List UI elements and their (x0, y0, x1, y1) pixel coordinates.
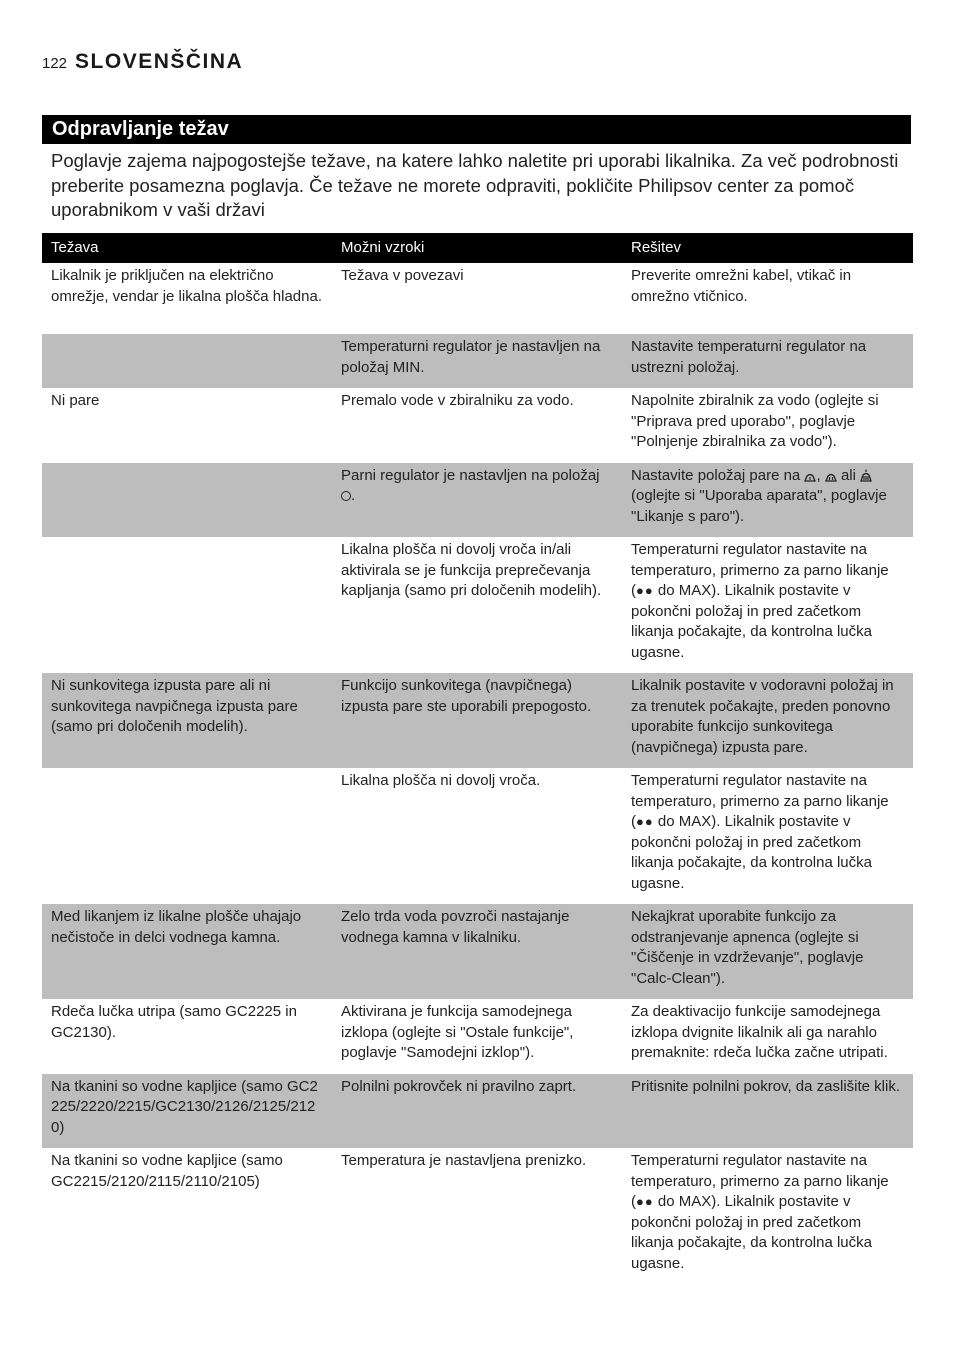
steam-medium-icon (825, 471, 837, 482)
table-row (42, 999, 913, 1074)
header-cause: Možni vzroki (332, 233, 622, 263)
problem-cell: Ni pare (51, 392, 100, 409)
table-row (42, 904, 913, 999)
table-row (42, 1074, 913, 1149)
steam-max-icon (860, 469, 872, 482)
table-row (42, 388, 913, 463)
solution-text: do MAX). Likalnik postavite v pokončni položaj in pred začetkom likanja počakajte, da kontrolna lučka ugasne. (631, 813, 872, 892)
solution-cell (622, 1148, 913, 1284)
section-title: Odpravljanje težav (42, 115, 911, 144)
solution-sep: ali (840, 466, 856, 484)
problem-cell: Na tkanini so vodne kapljice (samo GC2225/2220/2215/GC2130/2126/2125/2120) (42, 1074, 332, 1149)
table-row (42, 537, 913, 673)
cause-cell: Polnilni pokrovček ni pravilno zaprt. (332, 1074, 622, 1149)
solution-cell: Napolnite zbiralnik za vodo (oglejte si "Priprava pred uporabo", poglavje "Polnjenje zbiralnika za vodo"). (631, 392, 879, 450)
problem-cell: Ni sunkovitega izpusta pare ali ni sunkovitega navpičnega izpusta pare (samo pri določenih modelih). (42, 673, 332, 768)
solution-cell (622, 537, 913, 673)
table-row (42, 1148, 913, 1284)
page-number: 122 (42, 55, 68, 72)
cause-cell: Funkcijo sunkovitega (navpičnega) izpusta pare ste uporabili prepogosto. (332, 673, 622, 768)
steam-off-icon (341, 491, 351, 501)
solution-cell: Likalnik postavite v vodoravni položaj in za trenutek počakajte, preden ponovno uporabite funkcijo sunkovitega (navpičnega) izpusta pare. (622, 673, 913, 768)
cause-text-end: . (351, 487, 356, 504)
page-header (42, 50, 243, 74)
solution-text: do MAX). Likalnik postavite v pokončni položaj in pred začetkom likanja počakajte, da kontrolna lučka ugasne. (631, 1193, 872, 1272)
problem-cell (42, 463, 332, 538)
problem-cell: Likalnik je priključen na električno omrežje, vendar je likalna plošča hladna. (51, 267, 322, 305)
solution-cell: Preverite omrežni kabel, vtikač in omrežno vtičnico. (631, 267, 852, 305)
language-title: SLOVENŠČINA (75, 50, 244, 73)
solution-cell: Nastavite temperaturni regulator na ustrezni položaj. (622, 334, 913, 388)
problem-cell: Rdeča lučka utripa (samo GC2225 in GC2130). (51, 1003, 297, 1041)
table-row (42, 463, 913, 538)
header-solution: Rešitev (622, 233, 913, 263)
troubleshooting-table (42, 233, 913, 1284)
problem-cell (42, 768, 332, 904)
cause-cell: Temperatura je nastavljena prenizko. (341, 1152, 587, 1169)
temperature-dots-icon: ●● (636, 814, 654, 829)
table-header-row (42, 233, 913, 263)
solution-text: Temperaturni regulator nastavite na temperaturo, primerno za parno likanje ( (631, 772, 889, 830)
cause-cell: Premalo vode v zbiralniku za vodo. (341, 392, 574, 409)
intro-paragraph: Poglavje zajema najpogostejše težave, na katere lahko naletite pri uporabi likalnika. Za več podrobnosti preberite posamezna poglavja. Če težave ne morete odpraviti, pokličite Philipsov center za pomoč uporabnikom v vaši državi (51, 150, 899, 220)
problem-cell (42, 537, 332, 673)
problem-cell: Med likanjem iz likalne plošče uhajajo nečistoče in delci vodnega kamna. (42, 904, 332, 999)
solution-text: Nastavite položaj pare na (631, 466, 801, 484)
temperature-dots-icon: ●● (636, 583, 654, 598)
cause-cell: Zelo trda voda povzroči nastajanje vodnega kamna v likalniku. (332, 904, 622, 999)
solution-cell: Za deaktivacijo funkcije samodejnega izklopa dvignite likalnik ali ga narahlo premaknite: rdeča lučka začne utripati. (631, 1003, 888, 1061)
table-row (42, 263, 913, 334)
table-row (42, 673, 913, 768)
problem-cell (42, 334, 332, 388)
solution-text: Temperaturni regulator nastavite na temperaturo, primerno za parno likanje ( (631, 541, 889, 599)
cause-cell (332, 463, 622, 538)
solution-cell (622, 768, 913, 904)
steam-low-icon (804, 471, 816, 482)
solution-text: do MAX). Likalnik postavite v pokončni položaj in pred začetkom likanja počakajte, da kontrolna lučka ugasne. (631, 582, 872, 661)
cause-cell: Težava v povezavi (341, 267, 464, 284)
solution-cell: Pritisnite polnilni pokrov, da zaslišite klik. (622, 1074, 913, 1149)
solution-text: Temperaturni regulator nastavite na temperaturo, primerno za parno likanje ( (631, 1152, 889, 1210)
cause-cell: Aktivirana je funkcija samodejnega izklopa (oglejte si "Ostale funkcije", poglavje "Samodejni izklop"). (341, 1003, 574, 1061)
solution-sep: , (816, 466, 821, 484)
header-problem: Težava (42, 233, 332, 263)
table-row (42, 334, 913, 388)
problem-cell: Na tkanini so vodne kapljice (samo GC2215/2120/2115/2110/2105) (51, 1152, 283, 1190)
solution-cell (622, 463, 913, 538)
cause-text: Parni regulator je nastavljen na položaj (341, 466, 600, 484)
cause-cell: Temperaturni regulator je nastavljen na položaj MIN. (332, 334, 622, 388)
temperature-dots-icon: ●● (636, 1194, 654, 1209)
cause-cell: Likalna plošča ni dovolj vroča in/ali aktivirala se je funkcija preprečevanja kapljanja (samo pri določenih modelih). (341, 541, 602, 599)
solution-cell: Nekajkrat uporabite funkcijo za odstranjevanje apnenca (oglejte si "Čiščenje in vzdrževanje", poglavje "Calc-Clean"). (622, 904, 913, 999)
cause-cell: Likalna plošča ni dovolj vroča. (341, 772, 541, 789)
solution-text: (oglejte si "Uporaba aparata", poglavje "Likanje s paro"). (631, 487, 887, 525)
table-row (42, 768, 913, 904)
